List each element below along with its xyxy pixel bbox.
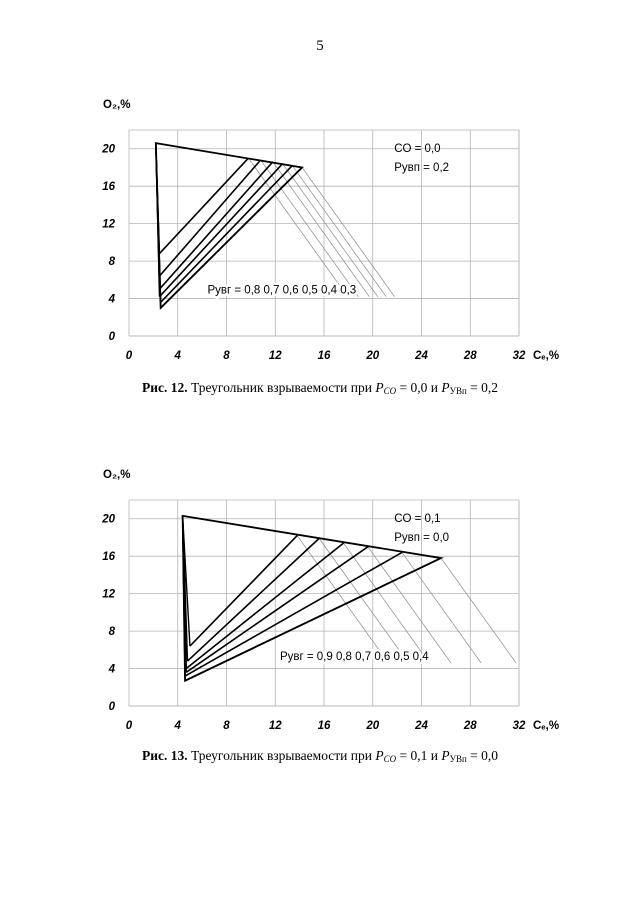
explosion-triangle-chart-13 [0,452,640,752]
page-number: 5 [316,38,324,54]
y-tick-label: 4 [108,663,115,676]
x-tick-label: 24 [415,350,428,362]
figure-12-label: Рис. 12. [141,380,188,395]
y-tick-label: 20 [102,143,115,156]
y-tick-label: 16 [102,551,115,564]
y-tick-label: 12 [102,588,115,601]
x-tick-label: 32 [512,720,526,732]
x-tick-label: 4 [174,350,181,362]
figure-13-label: Рис. 13. [141,748,188,763]
legend-line: CO = 0,1 [394,513,441,525]
figure-12-var-p-uvp-sub: УВп [449,386,467,396]
x-tick-label: 32 [512,350,526,362]
series-line-0-8 [188,538,320,661]
y-tick-label: 8 [108,626,115,639]
figure-13-eq1: = 0,1 и [399,748,438,763]
figure-12-var-p-co-sub: CO [383,386,397,396]
y-tick-label: 12 [102,218,115,231]
x-tick-label: 24 [415,720,428,732]
x-axis-title: Cₑ,% [533,720,560,732]
figure-12-caption-text: Треугольник взрываемости при [191,380,372,395]
x-axis-title: Cₑ,% [533,350,560,362]
leader-line [292,166,386,297]
explosion-triangle-chart-12 [0,82,640,382]
y-tick-label: 16 [102,181,115,194]
leader-line [283,164,378,297]
legend-line: Pувп = 0,2 [394,162,450,174]
y-tick-label: 8 [108,256,115,269]
x-tick-label: 8 [223,350,230,362]
x-tick-label: 28 [463,350,477,362]
figure-13-var-p-co-sub: CO [383,754,397,764]
figure-12-caption [0,380,640,396]
chart-13-svg [0,452,640,752]
figure-13-eq2: = 0,0 [470,748,499,763]
figure-13-caption-text: Треугольник взрываемости при [191,748,372,763]
x-tick-label: 16 [317,720,331,732]
y-axis-title: O₂,% [103,99,131,111]
leader-line [441,558,516,663]
series-line-0-9 [190,536,297,646]
x-tick-label: 8 [223,720,230,732]
x-tick-label: 0 [125,350,133,362]
leader-line [297,536,388,663]
figure-12-eq1: = 0,0 и [399,380,438,395]
leader-line [248,158,347,297]
x-tick-label: 12 [268,350,282,362]
leader-line [402,552,481,662]
figure-12-var-p-uvp: P [441,380,450,395]
series-line-0-7 [186,543,343,668]
y-tick-label: 4 [108,293,115,306]
leader-line [302,167,395,296]
legend-line: Pувп = 0,0 [394,532,450,544]
x-tick-label: 20 [366,720,380,732]
x-tick-label: 12 [268,720,282,732]
figure-12-eq2: = 0,2 [470,380,499,395]
figure-12-var-p-co: P [375,380,384,395]
series-line-0-6 [159,162,272,289]
x-tick-label: 0 [125,720,133,732]
y-tick-label: 0 [108,701,115,713]
x-tick-label: 28 [463,720,477,732]
x-tick-label: 20 [366,350,380,362]
chart-12-svg [0,82,640,382]
figure-13-var-p-uvp-sub: УВп [449,754,467,764]
figure-13-caption [0,748,640,764]
x-tick-label: 16 [317,350,331,362]
figure-13-var-p-co: P [375,748,384,763]
y-axis-title: O₂,% [103,469,131,481]
legend-line: CO = 0,0 [394,143,441,155]
series-label: Pувг = 0,9 0,8 0,7 0,6 0,5 0,4 [279,650,429,663]
y-tick-label: 20 [102,513,115,526]
series-label: Pувг = 0,8 0,7 0,6 0,5 0,4 0,3 [207,284,357,297]
y-tick-label: 0 [108,331,115,343]
figure-13-var-p-uvp: P [441,748,450,763]
x-tick-label: 4 [174,720,181,732]
